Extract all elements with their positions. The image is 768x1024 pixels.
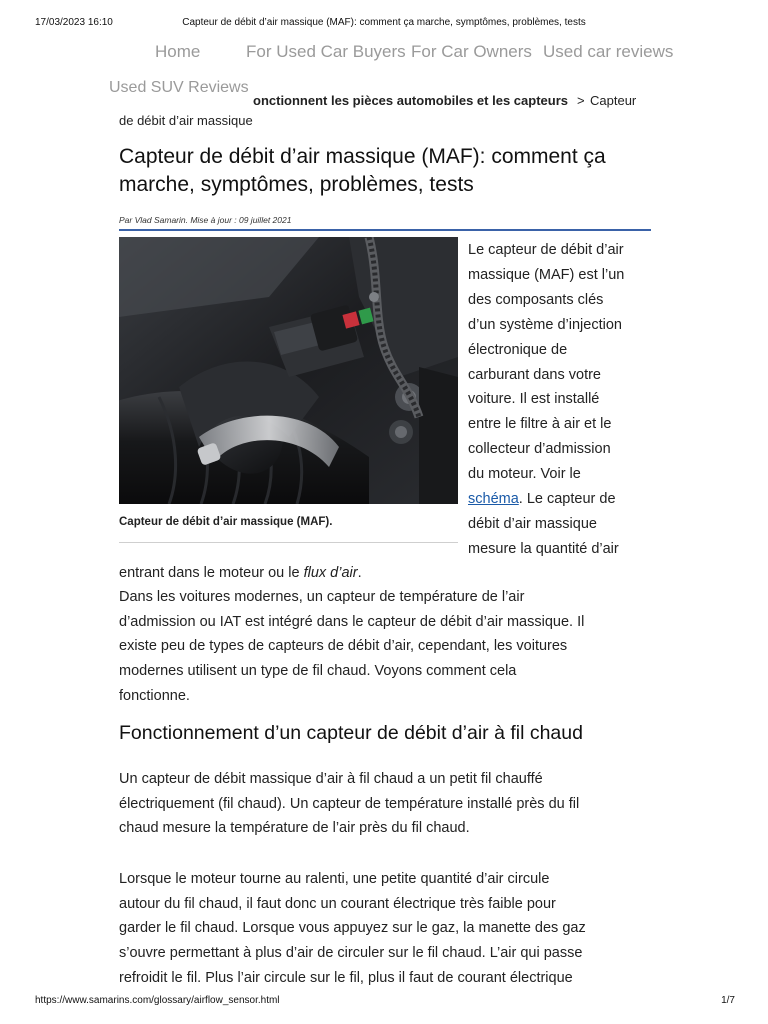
caption-divider: [119, 542, 458, 543]
print-page-number: 1/7: [721, 995, 735, 1006]
nav-car-owners[interactable]: For Car Owners: [411, 42, 532, 61]
intro-line: d’un système d’injection: [468, 316, 622, 333]
intro-line: du moteur. Voir le: [468, 466, 581, 483]
paragraph-idle-operation: [119, 867, 659, 991]
intro-line-with-link: [468, 487, 653, 512]
paragraph-line: existe peu de types de capteurs de débit d’air, cependant, les voitures: [119, 638, 568, 655]
paragraph-line: s’ouvre permettant à plus d’air de circuler sur le fil chaud. L’air qui passe: [119, 945, 583, 962]
figure-caption: Capteur de débit d’air massique (MAF).: [119, 516, 333, 528]
breadcrumb-current-continued: de débit d’air massique: [119, 113, 253, 128]
print-url: https://www.samarins.com/glossary/airflow_sensor.html: [35, 995, 280, 1006]
paragraph-line: Un capteur de débit massique d’air à fil chaud a un petit fil chauffé: [119, 771, 543, 787]
intro-line: entre le filtre à air et le: [468, 416, 612, 433]
byline: Par Vlad Samarin. Mise à jour : 09 juillet 2021: [119, 215, 292, 225]
intro-continuation-line: [119, 561, 659, 586]
paragraph-line: chaud mesure la température de l’air près du fil chaud.: [119, 820, 470, 837]
breadcrumb-separator: >: [577, 93, 585, 108]
print-title: Capteur de débit d’air massique (MAF): comment ça marche, symptômes, problèmes, tests: [182, 17, 586, 28]
paragraph-line: autour du fil chaud, il faut donc un courant électrique très faible pour: [119, 895, 556, 912]
breadcrumb-current: Capteur: [590, 93, 637, 108]
intro-line: carburant dans votre: [468, 366, 601, 383]
paragraph-line: Dans les voitures modernes, un capteur de température de l’air: [119, 589, 525, 605]
paragraph-line: modernes utilisent un type de fil chaud. Voyons comment cela: [119, 663, 517, 680]
page-title-line-1: Capteur de débit d’air massique (MAF): comment ça: [119, 145, 606, 168]
continuation-suffix: .: [357, 565, 362, 581]
nav-used-car-buyers[interactable]: For Used Car Buyers: [246, 42, 406, 61]
title-rule: [119, 229, 651, 231]
nav-home[interactable]: Home: [155, 42, 201, 61]
intro-line-after-link: . Le capteur de: [518, 491, 616, 508]
intro-line: mesure la quantité d’air: [468, 540, 619, 557]
intro-line: massique (MAF) est l’un: [468, 266, 625, 283]
paragraph-line: refroidit le fil. Plus l’air circule sur le fil, plus il faut de courant électrique: [119, 969, 573, 986]
intro-line: collecteur d’admission: [468, 441, 611, 458]
intro-line: débit d’air massique: [468, 515, 597, 532]
maf-sensor-illustration: [119, 237, 458, 504]
intro-continuation: [119, 561, 659, 586]
paragraph-modern-cars: [119, 585, 659, 709]
intro-line: électronique de: [468, 341, 568, 358]
page-title-line-2: marche, symptômes, problèmes, tests: [119, 173, 474, 196]
intro-line: Le capteur de débit d’air: [468, 242, 624, 258]
schema-link[interactable]: schéma: [468, 491, 519, 508]
nav-used-car-reviews[interactable]: Used car reviews: [543, 42, 674, 61]
paragraph-hot-wire-intro: [119, 767, 659, 841]
paragraph-line: Lorsque le moteur tourne au ralenti, une petite quantité d’air circule: [119, 871, 550, 887]
paragraph-line: garder le fil chaud. Lorsque vous appuyez sur le gaz, la manette des gaz: [119, 920, 586, 937]
print-date: 17/03/2023 16:10: [35, 17, 113, 28]
paragraph-line: fonctionne.: [119, 687, 190, 704]
maf-sensor-photo: [119, 237, 458, 504]
page-title: [119, 143, 649, 199]
breadcrumb-parent-link[interactable]: onctionnent les pièces automobiles et les capteurs: [253, 93, 568, 108]
paragraph-line: d’admission ou IAT est intégré dans le capteur de débit d’air massique. Il: [119, 613, 585, 630]
flux-dair-emphasis: flux d’air: [303, 565, 358, 581]
section-heading-hot-wire: Fonctionnement d’un capteur de débit d’air à fil chaud: [119, 722, 583, 744]
intro-paragraph: [468, 238, 653, 562]
continuation-prefix: entrant dans le moteur ou le: [119, 565, 304, 581]
nav-used-suv-reviews[interactable]: Used SUV Reviews: [109, 79, 249, 96]
paragraph-line: électriquement (fil chaud). Un capteur de température installé près du fil: [119, 795, 580, 812]
intro-line: des composants clés: [468, 291, 604, 308]
intro-line: voiture. Il est installé: [468, 391, 600, 408]
